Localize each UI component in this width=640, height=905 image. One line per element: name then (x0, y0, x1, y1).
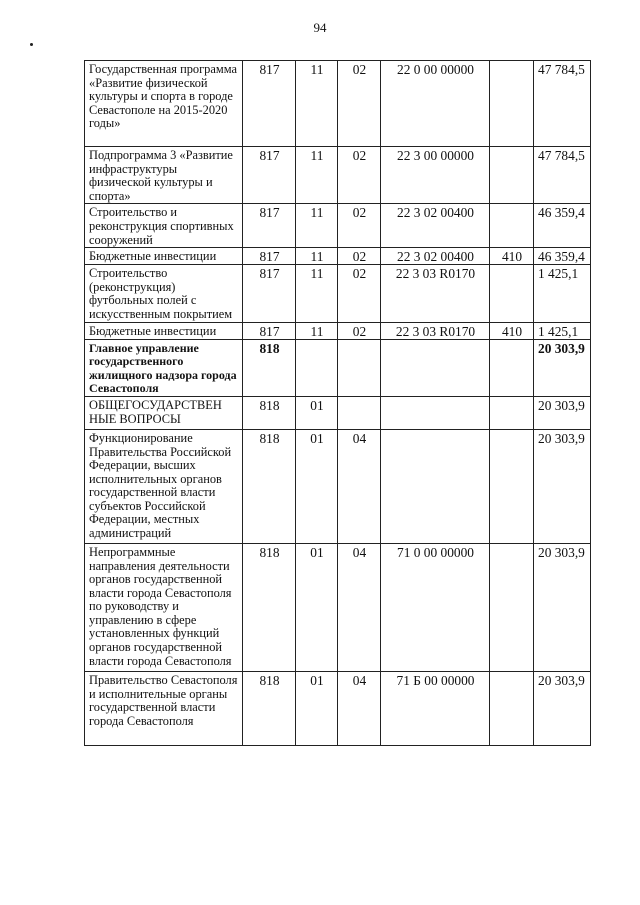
cell-rz (296, 339, 338, 396)
cell-vr (490, 204, 534, 248)
table-body (85, 61, 591, 746)
table-row (85, 61, 591, 147)
cell-name: Функционирование Правительства Российской Федерации, высших исполнительных органов государственной власти субъектов Российской Федерации, местных администраций (85, 429, 243, 543)
cell-sum: 20 303,9 (534, 543, 591, 671)
cell-sum: 1 425,1 (534, 322, 591, 339)
cell-name: Главное управление государственного жилищного надзора города Севастополя (85, 339, 243, 396)
cell-pr: 04 (338, 543, 381, 671)
cell-pr: 02 (338, 204, 381, 248)
cell-vr (490, 61, 534, 147)
cell-sum: 47 784,5 (534, 61, 591, 147)
table-row (85, 248, 591, 265)
cell-pr: 02 (338, 147, 381, 204)
cell-csr: 22 3 02 00400 (381, 248, 490, 265)
cell-sum: 47 784,5 (534, 147, 591, 204)
cell-pr: 02 (338, 322, 381, 339)
cell-name: Правительство Севастополя и исполнительные органы государственной власти города Севастополя (85, 671, 243, 745)
table-row (85, 204, 591, 248)
cell-rz: 11 (296, 322, 338, 339)
cell-name: Строительство и реконструкция спортивных сооружений (85, 204, 243, 248)
cell-name: ОБЩЕГОСУДАРСТВЕН НЫЕ ВОПРОСЫ (85, 396, 243, 429)
cell-rz: 11 (296, 61, 338, 147)
cell-ved: 817 (243, 322, 296, 339)
cell-sum: 46 359,4 (534, 248, 591, 265)
cell-rz: 01 (296, 396, 338, 429)
page-number: 94 (313, 20, 327, 35)
cell-ved: 817 (243, 265, 296, 322)
cell-pr (338, 396, 381, 429)
cell-ved: 818 (243, 429, 296, 543)
cell-csr: 71 Б 00 00000 (381, 671, 490, 745)
cell-rz: 11 (296, 248, 338, 265)
cell-name: Подпрограмма 3 «Развитие инфраструктуры физической культуры и спорта» (85, 147, 243, 204)
table-row (85, 429, 591, 543)
budget-table (84, 60, 591, 746)
cell-ved: 817 (243, 248, 296, 265)
table-row (85, 543, 591, 671)
cell-csr: 22 3 03 R0170 (381, 322, 490, 339)
cell-ved: 817 (243, 147, 296, 204)
cell-ved: 818 (243, 543, 296, 671)
table-row (85, 671, 591, 745)
cell-csr: 22 3 00 00000 (381, 147, 490, 204)
cell-rz: 11 (296, 147, 338, 204)
cell-name: Бюджетные инвестиции (85, 322, 243, 339)
cell-sum: 20 303,9 (534, 429, 591, 543)
cell-csr: 22 3 02 00400 (381, 204, 490, 248)
cell-sum: 1 425,1 (534, 265, 591, 322)
cell-pr: 02 (338, 248, 381, 265)
cell-vr (490, 671, 534, 745)
cell-pr: 02 (338, 265, 381, 322)
cell-csr (381, 396, 490, 429)
cell-vr: 410 (490, 248, 534, 265)
table-row (85, 147, 591, 204)
cell-pr: 04 (338, 429, 381, 543)
cell-vr (490, 265, 534, 322)
table-row (85, 339, 591, 396)
cell-pr: 02 (338, 61, 381, 147)
table-row (85, 265, 591, 322)
cell-rz: 11 (296, 204, 338, 248)
cell-vr (490, 339, 534, 396)
cell-sum: 20 303,9 (534, 339, 591, 396)
cell-ved: 818 (243, 339, 296, 396)
cell-pr (338, 339, 381, 396)
cell-rz: 01 (296, 543, 338, 671)
cell-name: Государственная программа «Развитие физической культуры и спорта в городе Севастополе на 2015-2020 годы» (85, 61, 243, 147)
cell-sum: 20 303,9 (534, 671, 591, 745)
scan-dot (30, 43, 33, 46)
cell-rz: 01 (296, 671, 338, 745)
cell-csr: 71 0 00 00000 (381, 543, 490, 671)
cell-rz: 11 (296, 265, 338, 322)
cell-vr (490, 147, 534, 204)
cell-ved: 817 (243, 204, 296, 248)
cell-pr: 04 (338, 671, 381, 745)
cell-ved: 818 (243, 396, 296, 429)
cell-vr (490, 396, 534, 429)
table-row (85, 396, 591, 429)
table-row (85, 322, 591, 339)
cell-name: Непрограммные направления деятельности органов государственной власти города Севастополя по руководству и управлению в сфере установленных функций органов государственной власти города Севастополя (85, 543, 243, 671)
cell-csr (381, 339, 490, 396)
cell-sum: 46 359,4 (534, 204, 591, 248)
cell-name: Бюджетные инвестиции (85, 248, 243, 265)
cell-csr (381, 429, 490, 543)
cell-rz: 01 (296, 429, 338, 543)
cell-ved: 818 (243, 671, 296, 745)
cell-vr: 410 (490, 322, 534, 339)
cell-csr: 22 0 00 00000 (381, 61, 490, 147)
cell-sum: 20 303,9 (534, 396, 591, 429)
cell-csr: 22 3 03 R0170 (381, 265, 490, 322)
cell-ved: 817 (243, 61, 296, 147)
cell-name: Строительство (реконструкция) футбольных полей с искусственным покрытием (85, 265, 243, 322)
cell-vr (490, 543, 534, 671)
cell-vr (490, 429, 534, 543)
